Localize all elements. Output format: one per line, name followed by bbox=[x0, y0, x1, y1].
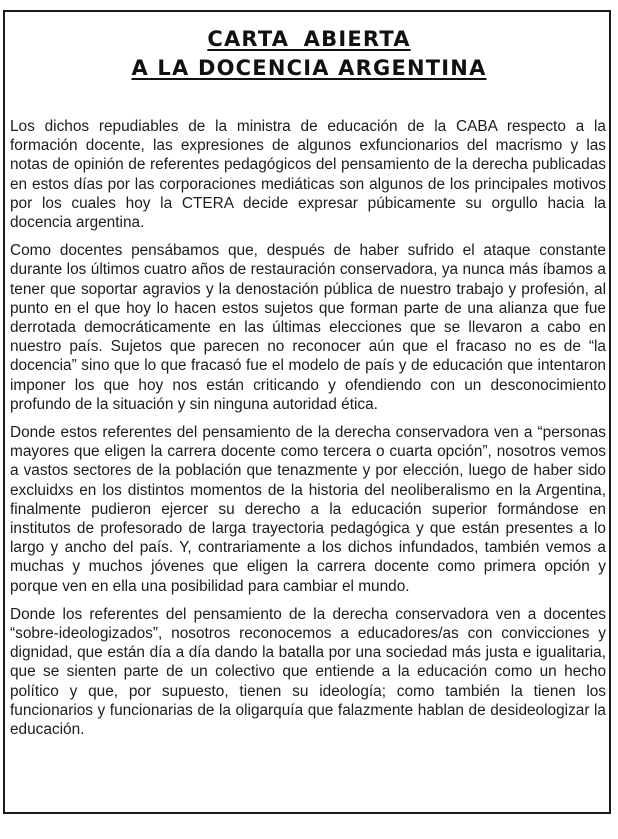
paragraph-1: Los dichos repudiables de la ministra de educación de la CABA respecto a la formación docente, las expresiones de algunos exfuncionarios del macrismo y las notas de opinión de referentes pedagógicos del pensamiento de la derecha publicadas en estos días por las corporaciones mediáticas son algunos de los principales motivos por los cuales hoy la CTERA decide expresar púbicamente su orgullo hacia la docencia argentina. bbox=[10, 118, 606, 232]
letter-title bbox=[0, 25, 618, 83]
title-line-1: CARTA ABIERTA bbox=[207, 27, 411, 51]
letter-body bbox=[10, 117, 606, 748]
paragraph-4: Donde los referentes del pensamiento de la derecha conservadora ven a docentes “sobre-ideologizados”, nosotros reconocemos a educadores/as con convicciones y dignidad, que están día a día dando la batalla por una sociedad más justa e igualitaria, que se sienten parte de un colectivo que entiende a la educación como un hecho político y que, por supuesto, tienen su ideología; como también la tienen los funcionarios y funcionarias de la oligarquía que falazmente hablan de desideologizar la educación. bbox=[10, 605, 606, 739]
title-line-2: A LA DOCENCIA ARGENTINA bbox=[131, 56, 487, 80]
paragraph-2: Como docentes pensábamos que, después de haber sufrido el ataque constante durante los últimos cuatro años de restauración conservadora, ya nunca más íbamos a tener que soportar agravios y la denostación pública de nuestro trabajo y profesión, al punto en el que hoy lo hacen estos sujetos que forman parte de una alianza que fue derrotada democráticamente en las últimas elecciones que se llevaron a cabo en nuestro país. Sujetos que parecen no reconocer aún que el fracaso no es de “la docencia” sino que lo que fracasó fue el modelo de país y de educación que intentaron imponer los que hoy nos están criticando y ofendiendo con un desconocimiento profundo de la situación y sin ninguna autoridad ética. bbox=[10, 242, 606, 413]
paragraph-3: Donde estos referentes del pensamiento de la derecha conservadora ven a “personas mayores que eligen la carrera docente como tercera o cuarta opción”, nosotros vemos a vastos sectores de la población que tenazmente y por elección, luego de haber sido excluidxs en los distintos momentos de la historia del neoliberalismo en la Argentina, finalmente pudieron ejercer su derecho a la educación superior formándose en institutos de profesorado de larga trayectoria pedagógica y que están presentes a lo largo y ancho del país. Y, contrariamente a los dichos infundados, también vemos a muchas y muchos jóvenes que eligen la carrera docente como primera opción y porque ven en ella una posibilidad para cambiar el mundo. bbox=[10, 424, 606, 595]
